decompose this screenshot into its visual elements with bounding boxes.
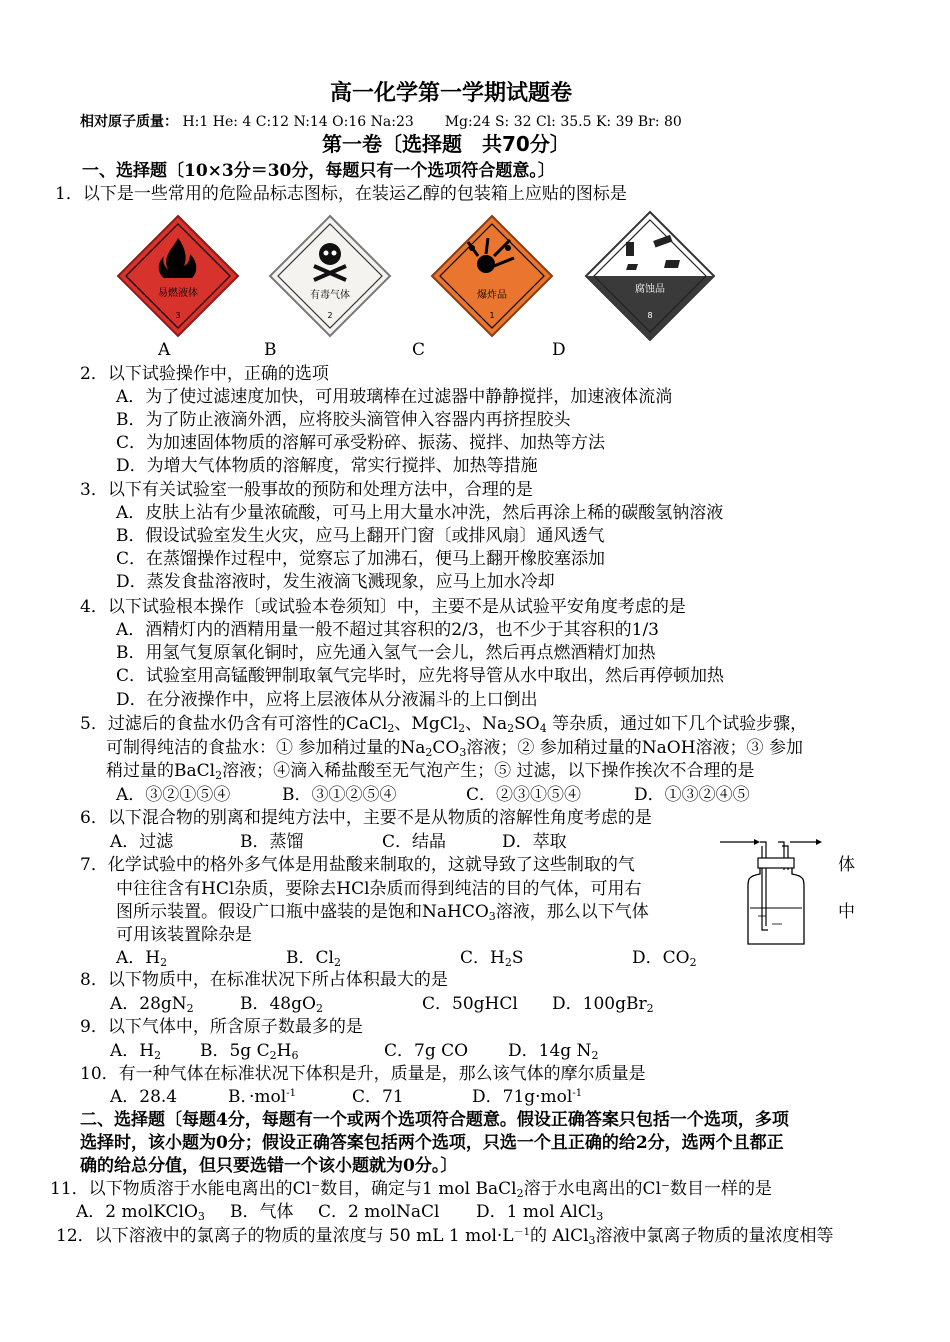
q8-option-d: D．100gBr$_2$ — [552, 994, 654, 1015]
section2-line2: 选择时，该小题为0分；假设正确答案包括两个选项，只选一个且正确的给2分，选两个且都正 — [80, 1133, 784, 1153]
q5-l2a: 可制得纯洁的食盐水：① 参加稍过量的Na — [106, 738, 426, 758]
q7-option-d: D．$CO_2$ — [632, 948, 697, 969]
q5-l1b: 、MgCl — [394, 714, 459, 734]
q11-option-a-text: A．2 molKClO — [76, 1202, 198, 1222]
q11-stem: 11．以下物质溶于水能电离出的Cl⁻数目，确定与1 mol BaCl$_2$溶于水电离出的Cl⁻数目一样的是 — [50, 1179, 772, 1200]
q6-option-d: D．萃取 — [502, 832, 567, 852]
q9-stem: 9．以下气体中，所含原子数最多的是 — [80, 1017, 363, 1037]
q2-option-a: A．为了使过滤速度加快，可用玻璃棒在过滤器中静静搅拌，加速液体流淌 — [116, 387, 673, 407]
q5-l1c: 、Na — [465, 714, 508, 734]
q5-option-b: B．③①②⑤④ — [282, 785, 397, 805]
atomic-masses-values-b: Mg:24 S: 32 Cl: 35.5 K: 39 Br: 80 — [444, 114, 682, 130]
q10-option-d — [472, 1086, 582, 1108]
q11-stem-e: ⁻ — [661, 1179, 670, 1199]
q7-option-c: C．$H_2S$ — [460, 948, 524, 969]
q7-option-c-text: C．H — [460, 948, 505, 968]
q5-l3b: 溶液；④滴入稀盐酸至无气泡产生；⑤ 过滤，以下操作挨次不合理的是 — [222, 761, 755, 781]
q10-option-a: A．28.4 — [110, 1087, 178, 1107]
q3-option-a: A．皮肤上沾有少量浓硫酸，可马上用大量水冲洗，然后再涂上稀的碳酸氢钠溶液 — [116, 503, 724, 523]
q4-option-c: C．试验室用高锰酸钾制取氧气完毕时，应先将导管从水中取出，然后再停顿加热 — [116, 666, 725, 686]
q12-c: 的 AlCl — [529, 1226, 589, 1246]
q11-stem-c: 数目，确定与1 mol BaCl — [320, 1179, 517, 1199]
q3-option-d: D．蒸发食盐溶液时，发生液滴飞溅现象，应马上加水冷却 — [116, 572, 555, 592]
q8-option-d-text: D．100gBr — [552, 994, 647, 1014]
q9-option-b-tail: H — [276, 1041, 292, 1061]
q3-option-b: B．假设试验室发生火灾，应马上翻开门窗〔或排风扇〕通风透气 — [116, 526, 605, 546]
q9-option-a-text: A．H — [110, 1041, 155, 1061]
q12-a: 12．以下溶液中的氯离子的物质的量浓度与 50 mL 1 mol·L — [56, 1226, 514, 1246]
q7-l3b: 溶液，那么以下气体 — [495, 902, 649, 922]
section1-header: 一、选择题〔10×3分＝30分，每题只有一个选项符合题意。〕 — [82, 161, 555, 181]
section2-line1: 二、选择题〔每题4分，每题有一个或两个选项符合题意。假设正确答案只包括一个选项，多项 — [80, 1110, 789, 1130]
q5-line1: 5．过滤后的食盐水仍含有可溶性的CaCl$_2$、MgCl$_2$、$Na_2SO_4$ 等杂质，通过如下几个试验步骤， — [80, 714, 808, 735]
sign-label-b: B — [264, 340, 277, 360]
q12-b: －1 — [513, 1227, 530, 1238]
q5-option-c: C．②③①⑤④ — [466, 785, 582, 805]
q7-l3a: 图所示装置。假设广口瓶中盛装的是饱和NaHCO — [116, 902, 489, 922]
q7-line1-tail: 体 — [838, 855, 855, 875]
sign-b-text: 有毒气体 — [310, 290, 350, 301]
q7-option-b-text: B．Cl — [286, 948, 334, 968]
q3-option-c: C．在蒸馏操作过程中，觉察忘了加沸石，便马上翻开橡胶塞添加 — [116, 549, 606, 569]
q2-option-c: C．为加速固体物质的溶解可承受粉碎、振荡、搅拌、加热等方法 — [116, 433, 606, 453]
q7-line4: 可用该装置除杂是 — [116, 925, 252, 945]
q5-l1d: SO — [514, 714, 540, 734]
section2-line3: 确的给总分值，但只要选错一个该小题就为0分。〕 — [80, 1156, 458, 1176]
q7-option-d-text: D．CO — [632, 948, 690, 968]
atomic-masses — [80, 111, 682, 133]
q6-option-b: B．蒸馏 — [240, 832, 304, 852]
page-title: 高一化学第一学期试题卷 — [330, 81, 573, 106]
q11-stem-b: ⁻ — [311, 1179, 321, 1199]
q9-option-d-text: D．14g N — [508, 1041, 592, 1061]
q5-line3: 稍过量的BaCl$_2$溶液；④滴入稀盐酸至无气泡产生；⑤ 过滤，以下操作挨次不合理的是 — [106, 761, 755, 782]
q11-option-d-text: D．1 mol AlCl — [476, 1202, 597, 1222]
q8-option-a: A．$28gN_2$ — [110, 994, 194, 1015]
sign-c-text: 爆炸品 — [477, 290, 507, 301]
q9-option-a: A．$H_2$ — [110, 1041, 162, 1062]
sign-toxic-gas — [266, 212, 394, 340]
q7-line2: 中往往含有HCl杂质，要除去HCl杂质而得到纯洁的目的气体，可用右 — [116, 879, 642, 899]
q7-line3: 图所示装置。假设广口瓶中盛装的是饱和NaHCO$_3$溶液，那么以下气体 — [116, 902, 649, 923]
q10-option-d-text: D．71g·mol — [472, 1087, 573, 1107]
sign-label-c: C — [412, 340, 426, 360]
sign-label-d: D — [552, 340, 566, 360]
q5-l3a: 稍过量的BaCl — [106, 761, 216, 781]
q6-stem: 6．以下混合物的别离和提纯方法中，主要不是从物质的溶解性角度考虑的是 — [80, 808, 652, 828]
part1-title: 第一卷〔选择题 共70分〕 — [322, 132, 570, 156]
q5-option-d: D．①③②④⑤ — [634, 785, 750, 805]
q5-l2b: CO — [432, 738, 460, 758]
q5-option-a: A．③②①⑤④ — [116, 785, 231, 805]
q4-option-d: D．在分液操作中，应将上层液体从分液漏斗的上口倒出 — [116, 690, 538, 710]
atomic-masses-values-a: H:1 He: 4 C:12 N:14 O:16 Na:23 — [182, 114, 414, 130]
q10-option-b — [228, 1086, 296, 1108]
gas-washing-bottle-diagram — [712, 836, 832, 952]
q8-option-c: C．50gHCl — [422, 994, 518, 1014]
q4-option-a: A．酒精灯内的酒精用量一般不超过其容积的2/3，也不少于其容积的1/3 — [116, 620, 659, 640]
q7-line1: 7．化学试验中的格外多气体是用盐酸来制取的，这就导致了这些制取的气 — [80, 855, 635, 875]
sign-c-class: 1 — [489, 311, 495, 320]
q8-option-a-text: A．28gN — [110, 994, 187, 1014]
q10-option-d-sup: -1 — [572, 1088, 583, 1099]
sign-label-a: A — [158, 340, 171, 360]
sign-d-class: 8 — [647, 311, 653, 320]
q11-option-b: B．气体 — [230, 1202, 294, 1222]
q3-stem: 3．以下有关试验室一般事故的预防和处理方法中，合理的是 — [80, 480, 533, 500]
q7-option-a-text: A．H — [116, 948, 161, 968]
q7-line3-tail: 中 — [838, 902, 855, 922]
sign-d-text: 腐蚀品 — [635, 284, 665, 295]
q10-option-b-text: B．·mol — [228, 1087, 287, 1107]
atomic-masses-label: 相对原子质量： — [80, 114, 178, 130]
sign-b-class: 2 — [327, 311, 333, 320]
q1-stem: 1．以下是一些常用的危险品标志图标，在装运乙醇的包装箱上应贴的图标是 — [55, 184, 627, 204]
sign-a-text: 易燃液体 — [158, 288, 198, 299]
q7-option-a: A．$H_2$ — [116, 948, 168, 969]
q12-stem: 12．以下溶液中的氯离子的物质的量浓度与 50 mL 1 $mol\cdot L^{-1}$的 AlCl$_3$溶液中氯离子物质的量浓度相等 — [56, 1226, 834, 1247]
q2-option-b: B．为了防止液滴外洒，应将胶头滴管伸入容器内再挤捏胶头 — [116, 410, 571, 430]
q5-l1a: 5．过滤后的食盐水仍含有可溶性的CaCl — [80, 714, 388, 734]
q2-stem: 2．以下试验操作中，正确的选项 — [80, 364, 329, 384]
q4-option-b: B．用氢气复原氧化铜时，应先通入氢气一会儿，然后再点燃酒精灯加热 — [116, 643, 656, 663]
q5-l2c: 溶液；② 参加稍过量的NaOH溶液；③ 参加 — [466, 738, 803, 758]
sign-flammable-liquid — [114, 212, 242, 340]
q7-option-b: B．$Cl_2$ — [286, 948, 341, 969]
q6-option-c: C．结晶 — [382, 832, 447, 852]
q4-stem: 4．以下试验根本操作〔或试验本卷须知〕中，主要不是从试验平安角度考虑的是 — [80, 597, 686, 617]
q5-l1e: 等杂质，通过如下几个试验步骤， — [552, 714, 808, 734]
sign-a-class: 3 — [175, 311, 181, 320]
q9-option-b-text: B．5g C — [200, 1041, 270, 1061]
q11-option-d: D．1 mol AlCl$_3$ — [476, 1202, 604, 1223]
q8-option-b: B．$48gO_2$ — [240, 994, 323, 1015]
q7-option-c-tail: S — [511, 948, 524, 968]
q11-stem-a: 11．以下物质溶于水能电离出的Cl — [50, 1179, 312, 1199]
q11-option-a: A．2 molKClO$_3$ — [76, 1202, 205, 1223]
q9-option-d: D．14g $N_2$ — [508, 1041, 599, 1062]
q11-option-c: C．2 molNaCl — [318, 1202, 440, 1222]
q8-stem: 8．以下物质中，在标准状况下所占体积最大的是 — [80, 970, 448, 990]
sign-explosive — [428, 212, 556, 340]
q10-stem: 10．有一种气体在标准状况下体积是升，质量是，那么该气体的摩尔质量是 — [80, 1064, 646, 1084]
sign-corrosive — [582, 208, 718, 344]
q12-d: 溶液中氯离子物质的量浓度相等 — [595, 1226, 834, 1246]
q8-option-b-text: B．48gO — [240, 994, 316, 1014]
q9-option-b: B．5g $C_2H_6$ — [200, 1041, 299, 1062]
q9-option-c: C．7g CO — [384, 1041, 469, 1061]
q5-line2: 可制得纯洁的食盐水：① 参加稍过量的$Na_2CO_3$溶液；② 参加稍过量的NaOH溶液；③ 参加 — [106, 738, 803, 759]
q10-option-c: C．71 — [352, 1087, 404, 1107]
q6-option-a: A．过滤 — [110, 832, 174, 852]
q2-option-d: D．为增大气体物质的溶解度，常实行搅拌、加热等措施 — [116, 456, 538, 476]
q11-stem-f: 数目一样的是 — [670, 1179, 772, 1199]
q10-option-b-sup: -1 — [286, 1088, 296, 1099]
q11-stem-d: 溶于水电离出的Cl — [523, 1179, 662, 1199]
